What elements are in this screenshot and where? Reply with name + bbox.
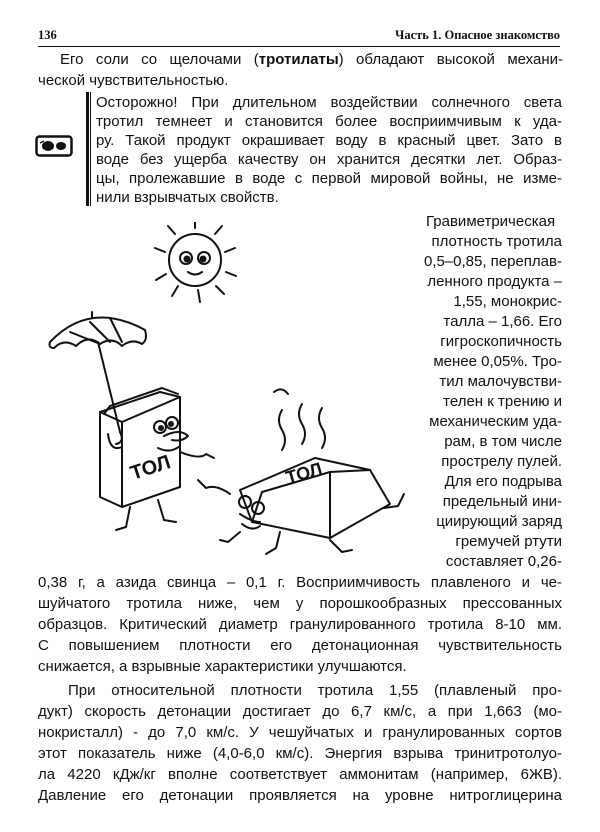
eyes-glasses-icon xyxy=(35,135,73,157)
side-line-15: предельный ини- xyxy=(442,493,562,510)
page-number: 136 xyxy=(38,28,57,42)
box-label-left: ТОЛ xyxy=(127,451,174,485)
body-line-5: снижается, а взрывные характеристики улучшаются. xyxy=(38,658,407,675)
body-line-3: образцов. Критический диаметр гранулированного тротила 8-10 мм. xyxy=(38,616,562,633)
warning-line-2: тротил темнеет и становится более восприимчивым к уда- xyxy=(96,113,562,130)
side-line-16: циирующий заряд xyxy=(436,513,562,530)
term-trotilaty: тротилаты xyxy=(258,51,339,68)
side-line-11: механическим уда- xyxy=(429,413,562,430)
para2-line-4: этот показатель ниже (4,0-6,0 км/с). Энергия взрыва тринитротолуо- xyxy=(38,745,562,762)
para2-line-5: ла 4220 кДж/кг вполне соответствует аммонитам (например, 6ЖВ). xyxy=(38,766,562,783)
body-line-4: С повышением плотности его детонационная чувствительность xyxy=(38,637,562,654)
para2-line-3: нокристалл) - до 7,0 км/с. У чешуйчатых и гранулированных сортов xyxy=(38,724,562,741)
side-line-3: 0,5–0,85, переплав- xyxy=(423,253,562,270)
side-line-5: 1,55, монокрис- xyxy=(453,293,562,310)
side-line-18: составляет 0,26- xyxy=(445,553,562,570)
warning-line-1: Осторожно! При длительном воздействии солнечного света xyxy=(96,94,562,111)
warning-bar xyxy=(86,92,89,206)
intro-line-2: ческой чувствительностью. xyxy=(38,72,229,89)
side-line-8: менее 0,05%. Тро- xyxy=(433,353,562,370)
warning-line-4: воде без ущерба качеству он хранится десятки лет. Образ- xyxy=(96,151,562,168)
para2-line-6: Давление его детонации проявляется на уровне нитроглицерина xyxy=(38,787,562,804)
side-line-7: гигроскопичность xyxy=(440,333,562,350)
cartoon-illustration xyxy=(30,222,410,562)
warning-line-6: нили взрывчатых свойств. xyxy=(96,189,279,206)
umbrella-drawing xyxy=(50,312,147,444)
side-line-1: Гравиметрическая xyxy=(426,213,556,230)
side-line-6: талла – 1,66. Его xyxy=(443,313,562,330)
para2-line-1: При относительной плотности тротила 1,55 (плавленый про- xyxy=(68,682,562,699)
side-line-17: гремучей ртути xyxy=(455,533,562,550)
steam-lines-drawing xyxy=(274,389,325,450)
intro-line-1: Его соли со щелочами (тротилаты) обладают высокой механи- xyxy=(60,51,563,68)
side-line-12: рам, в том числе xyxy=(444,433,562,450)
sun-drawing xyxy=(155,222,236,302)
side-line-2: плотность тротила xyxy=(431,233,562,250)
body-line-2: шуйчатого тротила ниже, чем у порошкообразных прессованных xyxy=(38,595,562,612)
body-line-1: 0,38 г, а азида свинца – 0,1 г. Восприимчивость плавленого и че- xyxy=(38,574,562,591)
page-header xyxy=(38,28,560,47)
side-line-13: прострелу пулей. xyxy=(441,453,562,470)
running-title: Часть 1. Опасное знакомство xyxy=(395,28,560,42)
box-label-right: ТОЛ xyxy=(283,458,325,488)
warning-line-3: ру. Такой продукт окрашивает воду в красный цвет. Зато в xyxy=(96,132,562,149)
side-line-14: Для его подрыва xyxy=(444,473,562,490)
side-line-10: телен к трению и xyxy=(443,393,562,410)
para2-line-2: дукт) скорость детонации достигает до 6,7 км/с, а при 1,663 (мо- xyxy=(38,703,562,720)
side-line-9: тил малочувстви- xyxy=(439,373,562,390)
warning-bar-thin xyxy=(90,92,91,206)
warning-line-5: цы, пролежавшие в воде с первой мировой войны, не изме- xyxy=(96,170,562,187)
side-line-4: ленного продукта – xyxy=(427,273,562,290)
